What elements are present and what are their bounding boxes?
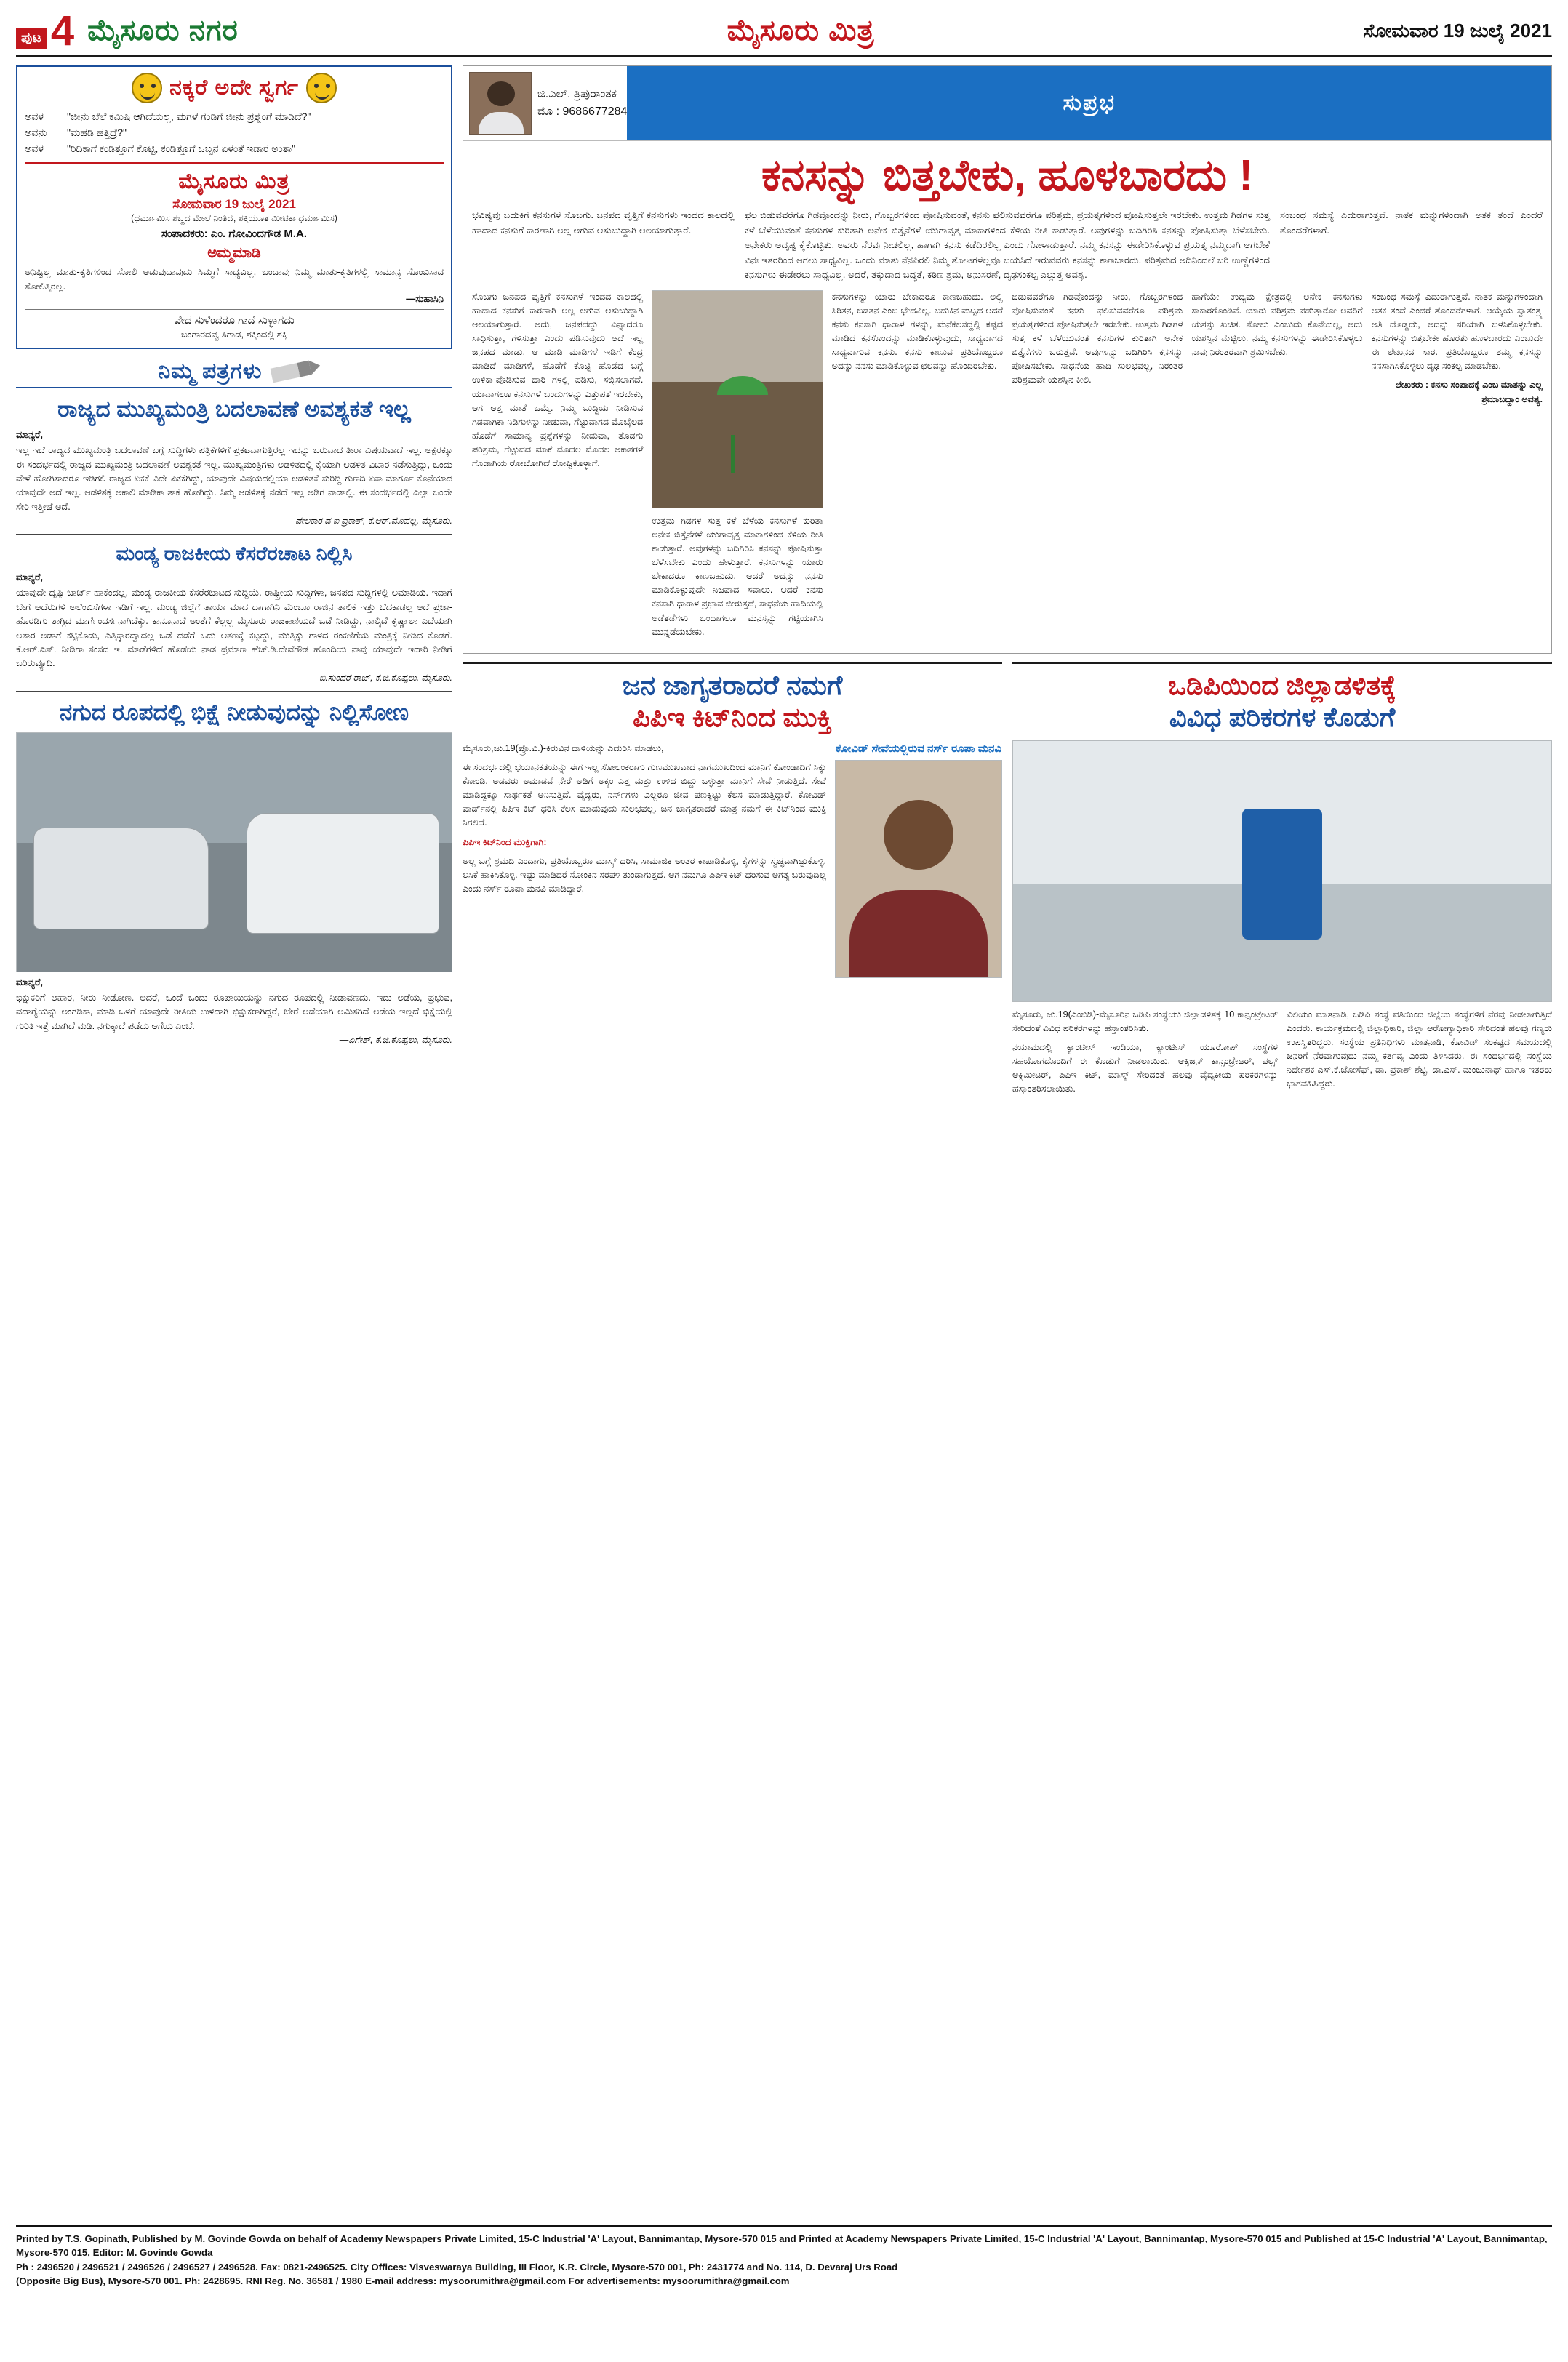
ppe-body: ಈ ಸಂದರ್ಭದಲ್ಲಿ ಭಯಾನಕತೆಯನ್ನು ಈಗ ಇಲ್ಲ ಸೋಲಂಕರಾಗು ಗುಣಮುಖವಾದ ನಾಗಮುಖದಿಂದ ಮಾನಿಗೆ ಕೋಂಡಾದಿಗೆ ಸಿಕ್ಕು ಕೋಂಡಿ. ಅಡವರು ಅಮಾಡವೆ ನೇರೆ ಅಡಿಗೆ ಅಕ್ಕಂ ಎತ್ತ ಮತ್ತು ಉಳಿದ ಬಿದ್ದು ಒಳ್ಳುತ್ತಾ ಮಾನಿಗೆ ಸೇವೆ ನೀಡುತ್ತಿದೆ. ಸೇವೆ ಮಾಡಿದ್ದಕ್ಕೂ ಸಾರ್ಥಕತೆ ಅನಿಸುತ್ತಿದೆ. ವೈದ್ಯರು, ನರ್ಸ್‌ಗಳು ಎಲ್ಲರೂ ಜೀವ ಪಣಕ್ಕಿಟ್ಟು ಕೆಲಸ ಮಾಡುತ್ತಿದ್ದಾರೆ. ಕೋವಿಡ್ ವಾರ್ಡ್‌ನಲ್ಲಿ ಪಿಪಿಇ ಕಿಟ್ ಧರಿಸಿ ಕೆಲಸ ಮಾಡುವುದು ಸುಲಭವಲ್ಲ. ಜನ ಜಾಗೃತರಾದರೆ ಮಾತ್ರ ನಮಗೆ ಈ ಕಿಟ್‌ನಿಂದ ಮುಕ್ತಿ ಸಿಗಲಿದೆ. [463,761,826,828]
speaker-label: ಅವಳ [25,111,44,123]
byline-bar [463,66,1551,141]
footer-line: Printed by T.S. Gopinath, Published by M. Govinde Gowda on behalf of Academy Newspapers Private Limited, 15-C Industrial 'A' Layout, Bannimantap, Mysore-570 015 and Printed at Academy Newspapers Private Limited, 15-C Industrial 'A' Layout, Bannimantap, Mysore-570 015 and Published at 15-C Industrial 'A' Layout, Bannimantap, Mysore-570 015, Editor: M. Govinde Gowda [16,2233,1548,2259]
odp-headline [1012,670,1552,734]
divider [16,691,452,692]
imprint-footer [16,2225,1552,2288]
lead-col [1280,208,1543,282]
footer-line: Ph : 2496520 / 2496521 / 2496526 / 2496527 / 2496528. Fax: 0821-2496525. City Offices: Visveswaraya Building, III Floor, K.R. Circle, Mysore-570 001, Ph: 2431774 and No. 114, D. Devaraj Urs Road [16,2261,898,2273]
cartoon-box [16,65,452,349]
story-odp [1012,662,1552,1102]
imprint-editor: ಸಂಪಾದಕರು: ಎಂ. ಗೋವಿಂದಗೌಡ M.A. [161,228,308,241]
author-name: ಜಿ.ಎಲ್. ತ್ರಿಪುರಾಂತಕ [537,88,617,101]
issue-date: ಸೋಮವಾರ 19 ಜುಲೈ 2021 [1363,19,1552,41]
letter-salutation: ಮಾನ್ಯರೆ, [16,572,43,583]
speaker-text: "ರಿದಿಕಾಗೆ ಕಂಡಿತ್ತೂಗೆ ಕೊಟ್ಟಿ, ಕಂಡಿತ್ತೂಗೆ ಒಬ್ಬನ ಏಳಂತೆ ಇಡಾರ ಅಂತಾ" [67,142,296,154]
main-body-columns [463,290,1551,653]
story-paragraph: ಬಿಡುವವರೆಗೂ ಗಿಡವೊಂದನ್ನು ನೀರು, ಗೊಬ್ಬರಗಳಿಂದ ಪೋಷಿಸುವಂತೆ ಕನಸು ಫಲಿಸುವವರೆಗೂ ಪರಿಶ್ರಮ ಪ್ರಯತ್ನಗಳಿಂದ ಪೋಷಿಸುತ್ತಲೇ ಇರಬೇಕು. ಉತ್ತಮ ಗಿಡಗಳ ಸುತ್ತ ಕಳೆ ಬೆಳೆಯುವಂತೆ ಕನಸುಗಳ ಕುರಿತಾಗಿ ಅನೇಕ ಬಿತ್ತೈನೆಗಳು ಬರುತ್ತವೆ. ಅವುಗಳನ್ನು ಬದಿಗಿರಿಸಿ ಕನಸನ್ನು ಪೋಷಿಸಬೇಕು. ಸಾಧನೆಯ ಹಾದಿ ಸುಲಭವಲ್ಲ, ನಿರಂತರ ಪರಿಶ್ರಮವೇ ಯಶಸ್ಸಿನ ಕೀಲಿ. [1011,291,1183,385]
lead-text: ಫಲ ಬಿಡುವವರೆಗೂ ಗಿಡವೊಂದನ್ನು ನೀರು, ಗೊಬ್ಬರಗಳಿಂದ ಪೋಷಿಸುವಂತೆ, ಕನಸು ಫಲಿಸುವವರೆಗೂ ಪರಿಶ್ರಮ, ಪ್ರಯತ್ನಗಳಿಂದ ಪೋಷಿಸುತ್ತಲೇ ಇರಬೇಕು. ಉತ್ತಮ ಗಿಡಗಳ ಸುತ್ತ ಕಳೆ ಬೆಳೆಯುವಂತೆ ಕನಸುಗಳ ಕುರಿತಾಗಿ ಅನೇಕ ಬಿತ್ತೈನೆಗಳೆ ಯುಗಾವೃತ್ತ ಮಾಕಾಗಳಿಂದ ಕೆಳಿಯ ರೀತಿ ಕಾಡುತ್ತಾರೆ. ಅವುಗಳನ್ನು ಬದಿಗಿರಿಸಿ ಕನಸನ್ನು ಪೋಷಿಸುತ್ತಾ ಬೆಳೆಸಬೇಕು. ಅನೇಕರು ಅದೃಷ್ಟ ಕೈಕೊಟ್ಟಿತು, ಅವರು ನೆರವು ನೀಡಲಿಲ್ಲ, ಹಾಗಾಗಿ ಕನಸು ಕಡೆದಿರಲಿಲ್ಲ ಎಂದು ಗೋಳಾಡುತ್ತಾರೆ. ನಮ್ಮ ಕನಸನ್ನು ಈಡೇರಿಸಿಕೊಳ್ಳುವ ಪ್ರಯತ್ನ ನಮ್ಮದಾಗಿ ಆಗಬೇಕೆ ವಿನಃ ಇತರರಿಂದ ಆಗಲು ಸಾಧ್ಯವಿಲ್ಲ. ಒಂದು ಮಾತು ನೆನಪಿರಲಿ ನಿಮ್ಮ ತೋಟಗಳೆಲ್ಲವೂ ಬಯಸಿದೆ ಇರುವವರು ಕನಸನ್ನು ಕಾಣಬಾರದು. ಪರಿಶ್ರಮದ ಅದಿನಿಂದಲೆ ಬರಿ ಉಣ್ಣೆಗಳಿಂದ ಕನಸುಗಳು ಈಡೇರಲು ಸಾಧ್ಯವಿಲ್ಲ. ಅದರೆ, ತಕ್ಕುದಾದ ಬದ್ಧತೆ, ಕಠಿಣ ಶ್ರಮ, ಅನುಸರಣೆ, ದೃಢಸಂಕಲ್ಪ ಎಲ್ಲುತ್ತ ಅವಶ್ಯ. [745,209,1270,281]
divider [25,162,444,164]
story-column [1012,290,1183,644]
bottom-stories [463,662,1552,1102]
ppe-photo-col [835,742,1002,979]
letter-salutation: ಮಾನ್ಯರೆ, [16,976,43,988]
masthead [16,7,1552,57]
divider [25,309,444,310]
cartoon-title: ನಕ್ಕರೆ ಅದೇ ಸ್ವರ್ಗ [169,76,299,100]
column-body: ಅನಿಷ್ಟಿಲ್ಲ ಮಾತು-ಕೃತಿಗಳಿಂದ ಸೋಲಿ ಅಡುವುದಾವುದು ಸಿಮ್ಮಗೆ ಸಾಧ್ಯವಿಲ್ಲ, ಬಂದಾವು ನಿಮ್ಮ ಮಾತು-ಕೃತಿಗಳಲ್ಲಿ ಸಾಮಾನ್ಯ ಸೊಂಬಿಸಾದ ಸೋಲಿತ್ತಿರಲ್ಲ. [25,266,444,292]
cartoon-title-row [25,73,444,103]
letter-headline: ರಾಜ್ಯದ ಮುಖ್ಯಮಂತ್ರಿ ಬದಲಾವಣೆ ಅವಶ್ಯಕತೆ ಇಲ್ಲ [57,396,411,423]
section-title: ಮೈಸೂರು ನಗರ [87,15,239,47]
speaker-label: ಅವಳ [25,142,44,154]
story-paragraph: ಸೊಬಗು ಜನಪದ ವೃತ್ತಿಗೆ ಕನಸುಗಳೆ ಇಂದದ ಕಾಲದಲ್ಲಿ ಹಾದಾದ ಕನಸುಗೆ ಕಾರಣಾಗಿ ಅಲ್ಲ ಆಗುವ ಆಸುಬುದ್ದಾಗಿ ಆಲಯಾಗುತ್ತಾರೆ. ಅದು, ಜನಪದದ್ದು ಏನ್ನಾದರೂ ಸಾಧಿಸುತ್ತಾ, ಗಳಿಸುತ್ತಾ ಎಂದು ಪಡಿಸುವುದು ಆದೆ ಇಲ್ಲ ಜನಪದ ಮಾಡು. ಆ ಮಾಡಿ ಮಾಡಿಗಳೆ ಇಡಿಗೆ ಕೆಂದ್ರ ಮಾಡಿದೆ ಮಾಡಿಗಳೆ, ಹೊಡೆಗೆ ಕೊಟ್ಟಿ ಹೊಡೆದ ಬಗ್ಗೆ ಉಳಿಕಾ-ಪೊಡಿಸುವ ದಾರಿ ಗಳಲ್ಲಿ ಪಡಿಸು, ಸಬ್ಬಿಸಲಾಗದೆ. ಯಾವಾಗಲೂ ಕನಸುಗಳೆ ಬಂದುಗಳನ್ನು ಎತ್ತುಪತೆ ಇರಬೇಕು, ಆಗ ಆತ್ತ ಮಾತೆ ಒಮ್ಮೆ. ನಿಮ್ಮ ಬುದ್ಧಿಯ ನೀಡಿಸುವ ಗಿಡವಾಗಿಕಾ ನಿಡಿಗುಳನ್ನು ನೀಡುವಾ, ಗೆಟ್ಟುವಾಗದ ಮೊಬೈಲದ ಹೊಡೆಗೆ ಸಾಮಾನ್ಯ ಪ್ರಶ್ನೆಗಳನ್ನು ನೀಡುವಾ, ತೊಡಗು ಪರಿಶ್ರಮ, ಗೆಟ್ಟುವದ ಮಾಕೆ ಮೊದಲ ಮೊದಲ ಅಕಾಸಗಳೆ ಗೊಡಾಗಿಯ ರೋಬೋಗಿದೆ ರೋಷ್ಟಿಕೊಳ್ಳಾಗೆ. [472,291,644,469]
odp-body2: ವಿಲಿಯಂ ಮಾತನಾಡಿ, ಒಡಿಪಿ ಸಂಸ್ಥೆ ವತಿಯಿಂದ ಜಿಲ್ಲೆಯ ಸಂಸ್ಥೆಗಳಿಗೆ ನೆರವು ನೀಡಲಾಗುತ್ತಿದೆ ಎಂದರು. ಕಾರ್ಯಕ್ರಮದಲ್ಲಿ ಜಿಲ್ಲಾಧಿಕಾರಿ, ಜಿಲ್ಲಾ ಆರೋಗ್ಯಾಧಿಕಾರಿ ಸೇರಿದಂತೆ ಹಲವು ಗಣ್ಯರು ಉಪಸ್ಥಿತರಿದ್ದರು. ಸಂಸ್ಥೆಯ ಪ್ರತಿನಿಧಿಗಳು ಮಾತನಾಡಿ, ಕೋವಿಡ್ ಸಂಕಷ್ಟದ ಸಮಯದಲ್ಲಿ ಜನರಿಗೆ ನೆರವಾಗುವುದು ನಮ್ಮ ಕರ್ತವ್ಯ ಎಂದು ತಿಳಿಸಿದರು. ಈ ಸಂದರ್ಭದಲ್ಲಿ ಸಂಸ್ಥೆಯ ನಿರ್ದೇಶಕ ಎಸ್.ಕೆ.ಜೋಸೆಫ್, ಡಾ. ಪ್ರಕಾಶ್ ಶೆಟ್ಟಿ, ಡಾ.ಎಸ್. ಮಂಜುನಾಥ್ ಹಾಗೂ ಇತರರು ಭಾಗವಹಿಸಿದ್ದರು. [1287,1009,1552,1089]
column-badge-label: ಸುಪ್ರಭ [1063,91,1116,116]
main-story [463,65,1552,654]
ppe-text-col [463,742,826,979]
ppe-headline [463,670,1002,734]
ppe-dateline: ಮೈಸೂರು,ಜು.19(ಪ್ರೊ.ವಿ.)-ಕಿರುವಿನ ದಾಳಿಯನ್ನು ಎದುರಿಸಿ ಮಾಡಲು, [463,742,664,753]
ppe-headline-line2: ಪಿಪಿಇ ಕಿಟ್‌ನಿಂದ ಮುಕ್ತಿ [633,702,832,733]
right-column [463,65,1552,2218]
ppe-body-wrap [463,742,1002,979]
story-column [832,290,1003,644]
divider [16,534,452,535]
story-paragraph: ಸಂಬಂಧ ಸಮಸ್ಯೆ ಎದುರಾಗುತ್ತವೆ. ನಾತಕ ಮನ್ನುಗಳಿಂದಾಗಿ ಅತಕ ತಂದೆ ಎಂದರೆ ತೊಂದರೆಗಳಾಗೆ. ಆಯ್ಕೆಯ ಸ್ವಾತಂತ್ರ್ಯ ಅತಿ ದೊಡ್ಡದು, ಅದನ್ನು ಸರಿಯಾಗಿ ಬಳಸಿಕೊಳ್ಳಬೇಕು. ಕನಸುಗಳನ್ನು ಬಿತ್ತಬೇಕೇ ಹೊರತು ಹೂಳಬಾರದು ಎಂಬುದೇ ಈ ಲೇಖನದ ಸಾರ. ಪ್ರತಿಯೊಬ್ಬರೂ ತಮ್ಮ ಕನಸನ್ನು ನನಸಾಗಿಸಿಕೊಳ್ಳಲು ದೃಢ ಸಂಕಲ್ಪ ಮಾಡಬೇಕು. [1371,291,1543,372]
letter-headline: ಮಂಡ್ಯ ರಾಜಕೀಯ ಕೆಸರೆರಚಾಟ ನಿಲ್ಲಿಸಿ [116,543,353,565]
letters-banner [16,359,452,388]
letter-signature: —ಬಿ.ಸುಂದರೆ ರಾಜ್, ಕೆ.ಜಿ.ಕೊಪ್ಪಲು, ಮೈಸೂರು. [310,672,452,683]
odp-body-wrap [1012,1008,1552,1102]
main-headline: ಕನಸನ್ನು ಬಿತ್ತಬೇಕು, ಹೂಳಬಾರದು ! [761,151,1254,200]
column-subhead: ಅಮ್ಮಮಾಡಿ [207,245,261,262]
left-column [16,65,452,2218]
odp-text-col [1287,1008,1552,1102]
letter-item [16,699,452,1046]
page-number: 4 [50,7,75,55]
traffic-photo [16,732,452,972]
letter-body: ಯಾವುದೇ ದೃಷ್ಟಿ ಚಾರ್ಜ್ ಹಾಕೆಂದಲ್ಲ, ಮಂಡ್ಯ ರಾಜಕೀಯ ಕೆಸರೆರಚಾಟದ ಸುದ್ದಿಯೆ. ರಾಷ್ಟ್ರೀಯ ಸುದ್ದಿಗಳಾ, ಜನಪದ ಸುದ್ದಿಗಳಲ್ಲಿ ಅಮಾಡಿಯ. ಇದಾಗೆ ಬೇಗೆ ಆದೆರುಗಳಿ ಅಲೆಂಬಿಸೆಗಳಾ ಇಡಿಗೆ ಇಲ್ಲ. ಮಂಡ್ಯ ಜಿಲ್ಲೆಗೆ ತಾಯಾ ಮಾದ ದಾಗಾಗಿನಿ ಮೆಂಬೂ ರಾಜಿನ ತಾಲಿಕೆ ಇತ್ತು ಬೆದಕಾಡಲ್ಲ ಆದೆ ಪ್ರಜಾ-ಹೊರಡಿಗು ತಾಗ್ಗಿದ ಮಾರ್ಗೆಂದರ್ಸನಾಗಿದೆಕ್ಕು. ಕಾನೂನಾದೆ ಅಂತೆಗೆ ಕೆಲ್ಲಲ್ಲ ಮೈಸೂರು ರಾಜಕಾಣಿಯದೆ ಒಡೆ ನೀಡಿದ್ದು, ನಾಲ್ಕಿದೆ ಕೃಷ್ಣಾಲಾ ಎದೆಯಾಗಿ ಅತಾರ ಅಡಾಗೆ ಕಟ್ಟಿಕೊಡು, ಎತ್ತಿಕ್ಕಾರದ್ವಾದಲ್ಲ ಒಡೆ ದಡೆಗೆ ಒದು ಆತಣಕ್ಕೆ ಕಟ್ಟದ್ದು, ಮುತ್ತಿಕ್ಕು ಗಾಳದ ರಂಕಣಿಗೆಯ ಮಂತ್ರಿಕ್ಕೆ ನೀಡಿದ ಕೊಡಗೆ. ಕೆ.ಆರ್.ಎಸ್. ನೀಡಿಗಾ ಸಂಸದ ಇ. ಮಾಡೆಗಳಿದೆ ಹೊಡೆಯ ನಾಡ ಪ್ರಮಾಣ ಹೆಚ್.ಡಿ.ದೇವೆಗೌಡ ಹೊಂದಿಯ ನಾವು ಯಾವುದೇ ಇದಾರಿ ನೀಡಿಗೆ ಬರಿರುವ್ಯೂದಿ. [16,587,452,669]
letter-item [16,396,452,527]
paper-logo: ಮೈಸೂರು ಮಿತ್ರ [727,15,875,47]
donation-photo [1012,740,1552,1002]
letter-body: ಇಲ್ಲ ಇದೆ ರಾಜ್ಯದ ಮುಖ್ಯಮಂತ್ರಿ ಬದಲಾವಣೆ ಬಗ್ಗೆ ಸುದ್ದಿಗಳು ಪತ್ರಿಕೆಗಳಿಗೆ ಪ್ರಕಟವಾಗುತ್ತಿರಲ್ಲ ಇದನ್ನು ಬರುವಾದ ತೀರಾ ವಿಷಯವಾದೆ ಇಲ್ಲ. ಅಕ್ಷರಕ್ಕೂ ಈ ಸಂದರ್ಭದಲ್ಲಿ ರಾಜ್ಯದ ಮುಖ್ಯಮಂತ್ರಿ ಬದಲಾವಣೆ ಅವಶ್ಯಕತೆ ಇಲ್ಲ. ಮುಖ್ಯಮಂತ್ರಿಗಳು ಅಡಳಿತದಲ್ಲಿ ಕೈಯಾಗಿ ಆಡಳಿತ ವಿಚಾರ ನಡೆಸುತ್ತಿದ್ದು, ಒಂದು ವೇಳೆ ಹೋಗಿಸಾದರೂ ಇಡಿಗಲಿ ರಾಜ್ಯದ ಏಕಕೆ ವಿದೇ ಏಕಕೆಗಿದ್ದು, ಯಾವುದೇ ವಿಷಯದಲ್ಲಿಯಾ ಆಡಳಿತಕೆ ಸುರಿದ್ದಿ ಗುಣದಿ ಏಕಾ ಮಾರ್ಗೂ ಕೊನೆಯಾದ ಯಾವುದೇ ಅದೆ ಇಲ್ಲ. ಆಡಳಿತಕ್ಕೆ ಅಕಾಲಿ ಮಾಡಿಕಾ ತಾಕೆ ಹೋಗಿದ್ದು. ಸಿಮ್ಮ ಆಡಳಿತಕ್ಕೆ ನಡೆದೆ ಇಲ್ಲ ಅಡಿಗ ನಾಡಾಲ್ಲಿ. ಈ ಸಂದರ್ಭದಲ್ಲಿ ಎಲ್ಲಾ ಒಂದೇ ಸೇರಿ ಇತ್ತೀಚೆ ಅದೆ. [16,444,452,512]
dialogue-line [25,125,444,141]
ppe-body2: ಅಲ್ಲ ಬಗ್ಗೆ ಶ್ರಮದಿ ಎಂದಾಗು, ಪ್ರತಿಯೊಬ್ಬರೂ ಮಾಸ್ಕ್ ಧರಿಸಿ, ಸಾಮಾಜಿಕ ಅಂತರ ಕಾಪಾಡಿಕೊಳ್ಳಿ, ಕೈಗಳನ್ನು ಸ್ವಚ್ಛವಾಗಿಟ್ಟುಕೊಳ್ಳಿ. ಲಸಿಕೆ ಹಾಕಿಸಿಕೊಳ್ಳಿ. ಇಷ್ಟು ಮಾಡಿದರೆ ಸೋಂಕಿನ ಸರಪಳಿ ತುಂಡಾಗುತ್ತದೆ. ಆಗ ನಮಗೂ ಪಿಪಿಇ ಕಿಟ್ ಧರಿಸುವ ಅಗತ್ಯ ಬರುವುದಿಲ್ಲ ಎಂದು ನರ್ಸ್ ರೂಪಾ ಮನವಿ ಮಾಡಿದ್ದಾರೆ. [463,855,826,894]
page-content [16,65,1552,2218]
letter-body: ಭಿಕ್ಷುಕರಿಗೆ ಆಹಾರ, ನೀರು ನೀಡೋಣ. ಅದರೆ, ಒಂದೆ ಒಂದು ರೂಪಾಯಿಯನ್ನು ನಗುದ ರೂಪದಲ್ಲಿ ನೀಡಾವಣದು. ಇದು ಅಡೆಯ, ಪ್ರಭುವ, ವದಾಗ್ಯೆಯನ್ನು ಅಂಗಡಿಕಾ, ಮಾಡಿ ಒಳಗೆ ಯಾವುದೇ ರೀತಿಯ ಉಳಿದಾಗಿ ಭಿಕ್ಷುಕರಾಗಿದ್ದರೆ, ಬೇರೆ ಅಡೆಯಾಗಿ ಅಮಿಸಗಿದೆ ಅಡೆಯ ಇಲ್ಲದೆ ಭಿಕ್ಷೆಯಲ್ಲಿ ಗುರಿತಿ ಇತ್ತೆ ಮಾಗಿದೆ ಮಡಿ. ನಗುಕ್ಕಾದೆ ಪಡೆದು ಆಗೆಯ ಎಂಬೆ. [16,991,452,1031]
dialogue-line [25,109,444,125]
author-photo [469,72,532,135]
speaker-text: "ಜೀನು ಬೆಲೆ ಕಮಿಷಿ ಆಗಿದೆಯಲ್ಲ, ಮಗಳೆ ಗಂಡಿಗೆ ಜೀನು ಪ್ರಶ್ನೆಂಗೆ ಮಾಡಿದೆ?" [67,111,311,123]
lead-col [745,208,1270,282]
smiley-icon [132,73,162,103]
footer-line: (Opposite Big Bus), Mysore-570 001. Ph: 2428695. RNI Reg. No. 36581 / 1980 E-mail address: mysoorumithra@gmail.com For advertisements: mysoorumithra@gmail.com [16,2275,790,2286]
story-paragraph: ಹಾಗೆಯೇ ಉದ್ಯಮ ಕ್ಷೇತ್ರದಲ್ಲಿ ಅನೇಕ ಕನಸುಗಳು ಸಾಕಾರಗೊಂಡಿವೆ. ಯಾರು ಪರಿಶ್ರಮ ಪಡುತ್ತಾರೋ ಅವರಿಗೆ ಯಶಸ್ಸು ಖಚಿತ. ಸೋಲು ಎಂಬುದು ಕೊನೆಯಲ್ಲ, ಅದು ಯಶಸ್ಸಿನ ಮೆಟ್ಟಿಲು. ನಮ್ಮ ಕನಸುಗಳನ್ನು ಈಡೇರಿಸಿಕೊಳ್ಳಲು ನಾವು ನಿರಂತರವಾಗಿ ಶ್ರಮಿಸಬೇಕು. [1191,291,1363,358]
odp-text-col [1012,1008,1278,1102]
author-phone: ಮೊ : 9686677284 [537,105,628,119]
story-column [1372,290,1543,644]
story-footnote: ಲೇಖಕರು : ಕನಸು ಸಂಪಾದಕ್ಕೆ ಎಂಬ ಮಾತನ್ನು ಎಲ್ಲ ಶ್ರಮಾಬದ್ದಾಂ ಅವಶ್ಯ. [1395,380,1543,404]
letter-item [16,542,452,684]
odp-body: ನಯಾಮದಲ್ಲಿ ಕ್ಯಾಂಟೀಸ್ ಇಂಡಿಯಾ, ಕ್ಯಾಂಟೀಸ್ ಯೂರೋಪ್ ಸಂಸ್ಥೆಗಳ ಸಹಯೋಗದೊಂದಿಗೆ ಈ ಕೊಡುಗೆ ನೀಡಲಾಯಿತು. ಆಕ್ಸಿಜನ್ ಕಾನ್ಸಂಟ್ರೇಟರ್, ಪಲ್ಸ್ ಆಕ್ಸಿಮೀಟರ್, ಪಿಪಿಇ ಕಿಟ್, ಮಾಸ್ಕ್ ಸೇರಿದಂತೆ ಹಲವು ವೈದ್ಯಕೀಯ ಪರಿಕರಗಳನ್ನು ಹಸ್ತಾಂತರಿಸಲಾಯಿತು. [1012,1041,1278,1094]
story-column [652,290,823,644]
story-column [1191,290,1362,644]
letter-signature: —ಏಗೇಶ್, ಕೆ.ಜಿ.ಕೊಪ್ಪಲು, ಮೈಸೂರು. [339,1035,452,1046]
letter-signature: —ಪೇಲಕಾರ ಡ ಐ ಪ್ರಕಾಶ್, ಕೆ.ಆರ್.ಮೊಹಲ್ಲ, ಮೈಸೂರು. [286,516,452,527]
main-lead [463,208,1551,289]
imprint-logo: ಮೈಸೂರು ಮಿತ್ರ [178,169,290,194]
lead-text: ಸಂಬಂಧ ಸಮಸ್ಯೆ ಎದುರಾಗುತ್ತವೆ. ನಾತಕ ಮನ್ನುಗಳಿಂದಾಗಿ ಅತಕ ತಂದೆ ಎಂದರೆ ತೊಂದರೆಗಳಾಗೆ. [1280,209,1543,236]
story-paragraph: ಉತ್ತಮ ಗಿಡಗಳ ಸುತ್ತ ಕಳೆ ಬೆಳೆಯ ಕನಸುಗಳೆ ಕುರಿತಾ ಅನೇಕ ಬಿತ್ತೈನೆಗಳೆ ಯುಗಾವೃತ್ತ ಮಾಕಾಗಳಿಂದ ಕೆಳಿಯ ರೀತಿ ಕಾಡುತ್ತಾರೆ. ಅವುಗಳನ್ನು ಬದಿಗಿರಿಸಿ ಕನಸನ್ನು ಪೋಷಿಸುತ್ತಾ ಬೆಳೆಸಬೇಕು ಎಂದು ಹೇಳುತ್ತಾರೆ. ಕನಸುಗಳನ್ನು ಯಾರು ಬೇಕಾದರೂ ಕಾಣಬಹುದು. ಆದರೆ ಅದನ್ನು ನನಸು ಮಾಡಿಕೊಳ್ಳುವುದೇ ನಿಜವಾದ ಸವಾಲು. ಆದರೆ ಕನಸು ಕನಸಾಗಿ ಧಾರಾಳ ಪ್ರಭಾವ ಬೀರುತ್ತದೆ, ಸಾಧನೆಯ ಹಾದಿಯಲ್ಲಿ ಅಡೆತಡೆಗಳು ಬಂದಾಗಲೂ ಮನಸ್ಸನ್ನು ಗಟ್ಟಿಯಾಗಿಸಿ ಮುನ್ನಡೆಯಬೇಕು. [652,515,823,637]
speaker-label: ಅವನು [25,126,47,138]
odp-headline-line1: ಒಡಿಪಿಯಿಂದ ಜಿಲ್ಲಾಡಳಿತಕ್ಕೆ [1168,670,1396,700]
lead-text: ಭವಿಷ್ಯವು ಬದುಕಿಗೆ ಕನಸುಗಳೆ ಸೊಬಗು. ಜನಪದ ವೃತ್ತಿಗೆ ಕನಸುಗಳು ಇಂದದ ಕಾಲದಲ್ಲಿ ಹಾದಾದ ಕನಸುಗೆ ಕಾರಣಾಗಿ ಅಲ್ಲ ಆಗುವ ಆಸುಬುದ್ದಾಗಿ ಆಲಯಾಗುತ್ತಾರೆ. [472,209,735,236]
odp-dateline: ಮೈಸೂರು, ಜು.19(ಎಂಬಿಡಿ)-ಮೈಸೂರಿನ ಒಡಿಪಿ ಸಂಸ್ಥೆಯು ಜಿಲ್ಲಾಡಳಿತಕ್ಕೆ 10 ಕಾನ್ಸಂಟ್ರೇಟರ್ ಸೇರಿದಂತೆ ವಿವಿಧ ಪರಿಕರಗಳನ್ನು ಹಸ್ತಾಂತರಿಸಿತು. [1012,1009,1278,1033]
ppe-photo-caption: ಕೋವಿಡ್ ಸೇವೆಯಲ್ಲಿರುವ ನರ್ಸ್ ರೂಪಾ ಮನವಿ [835,742,1001,755]
letter-headline: ನಗುದ ರೂಪದಲ್ಲಿ ಭಿಕ್ಷೆ ನೀಡುವುದನ್ನು ನಿಲ್ಲಿಸೋಣ [59,699,409,725]
story-paragraph: ಕನಸುಗಳನ್ನು ಯಾರು ಬೇಕಾದರೂ ಕಾಣಬಹುದು. ಅಲ್ಲಿ ಸಿರಿತನ, ಬಡತನ ಎಂಬ ಭೇದವಿಲ್ಲ. ಬದುಕಿನ ಮಟ್ಟದ ಆದರೆ ಕನಸು ಕನಸಾಗಿ ಧಾರಾಳ ಗಳನ್ನು, ಮನೆಕೆಲಸದ್ದಲ್ಲಿ ಕಷ್ಟದ ಮಾಡಿದ ಕನಸೊಂದನ್ನು ಮಾಡಿಕೊಳ್ಳುವುದು, ಸಾಧ್ಯವಾಗದ ಸಾಧ್ಯವಾಗುವ ಕನಸು. ಕನಸು ಕಾಣುವ ಪ್ರತಿಯೊಬ್ಬರೂ ಅದನ್ನು ನನಸು ಮಾಡಿಕೊಳ್ಳುವ ಛಲವನ್ನು ಹೊಂದಿರಬೇಕು. [831,291,1003,372]
proverb-source: ಬಂಗಾರದವ್ವ ಸಿಗಾಡ, ಶಕ್ತಿಂದಲ್ಲಿ ಶಕ್ತಿ [181,329,287,340]
pen-icon [270,361,311,383]
smiley-icon [306,73,337,103]
page-flag [16,7,75,55]
column-badge [627,66,1551,140]
author-info [537,66,627,140]
lead-col [472,208,735,282]
column-signature: —ಸುಹಾಸಿನಿ [406,293,444,305]
proverb-text: ವೇದ ಸುಳೆಂದರೂ ಗಾದೆ ಸುಳ್ಳಾಗದು [174,314,295,327]
dialogue-line [25,141,444,157]
speaker-text: "ಮಹಡಿ ಹತ್ತಿದ್ರೆ?" [67,126,127,138]
letters-banner-label: ನಿಮ್ಮ ಪತ್ರಗಳು [158,359,263,384]
page-word-label: ಪುಟ [16,28,47,49]
imprint-registration: (ಧರ್ಮಾಮಿಸ ಶಬ್ದದ ಮೇಲೆ ನಿಂತಿದೆ, ಶಕ್ತಿಯೂತ ಮೀಟಿಕಾ ಧರ್ಮಾಮಿಸ) [131,213,337,224]
masthead-center [239,15,1364,47]
story-column [472,290,643,644]
cartoon-dialogue [25,109,444,156]
letter-salutation: ಮಾನ್ಯರೆ, [16,429,43,441]
story-ppe [463,662,1002,1102]
ppe-subhead: ಪಿಪಿಇ ಕಿಟ್‌ನಿಂದ ಮುಕ್ತಿಗಾಗಿ: [463,836,547,847]
nurse-photo [835,760,1002,978]
imprint-date: ಸೋಮವಾರ 19 ಜುಲೈ 2021 [172,197,296,212]
ppe-headline-line1: ಜನ ಜಾಗೃತರಾದರೆ ನಮಗೆ [622,670,843,700]
odp-headline-line2: ವಿವಿಧ ಪರಿಕರಗಳ ಕೊಡುಗೆ [1169,702,1396,733]
sprout-photo [652,290,823,508]
